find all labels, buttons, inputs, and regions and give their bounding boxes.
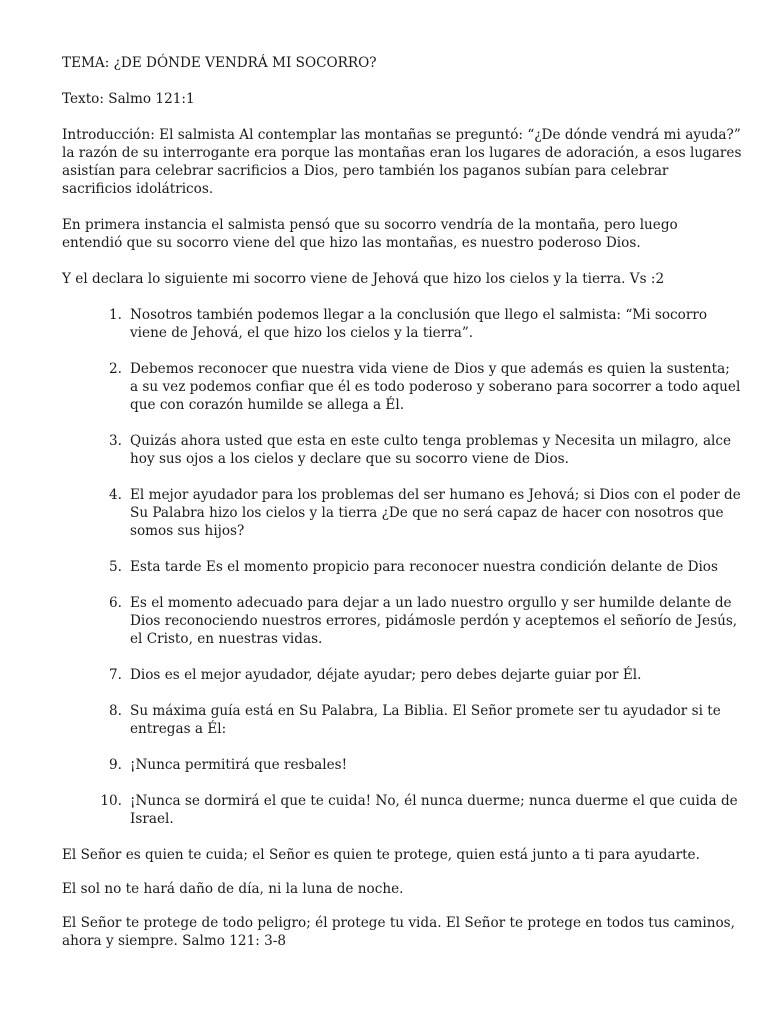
list-item-number: 4. xyxy=(109,487,122,503)
document-page xyxy=(62,54,742,968)
list-item-number: 3. xyxy=(109,433,122,449)
scripture-reference: Texto: Salmo 121:1 xyxy=(62,91,195,107)
list-item xyxy=(62,432,742,468)
third-paragraph: Y el declara lo siguiente mi socorro viene de Jehová que hizo los cielos y la tierra. Vs :2 xyxy=(62,271,665,287)
list-item-text: Dios es el mejor ayudador, déjate ayudar; pero debes dejarte guiar por Él. xyxy=(130,667,642,683)
list-item-number: 2. xyxy=(109,361,122,377)
list-item-text: Esta tarde Es el momento propicio para reconocer nuestra condición delante de Dios xyxy=(130,559,718,575)
second-paragraph: En primera instancia el salmista pensó que su socorro vendría de la montaña, pero luego entendió que su socorro viene del que hizo las montañas, es nuestro poderoso Dios. xyxy=(62,217,678,251)
list-item-text: Quizás ahora usted que esta en este culto tenga problemas y Necesita un milagro, alce hoy sus ojos a los cielos y declare que su socorro viene de Dios. xyxy=(130,433,732,467)
introduction-paragraph: Introducción: El salmista Al contemplar las montañas se preguntó: “¿De dónde vendrá mi ayuda?” la razón de su interrogante era porque las montañas eran los lugares de adoración, a esos lugares asistían para celebrar sacrificios a Dios, pero también los paganos subían para celebrar sacrificios idolátricos. xyxy=(62,127,742,197)
list-item xyxy=(62,702,742,738)
list-item-number: 7. xyxy=(109,667,122,683)
list-item-text: Debemos reconocer que nuestra vida viene de Dios y que además es quien la sustenta; a su vez podemos confiar que él es todo poderoso y soberano para socorrer a todo aquel que con corazón humilde se allega a Él. xyxy=(130,361,741,413)
list-item-number: 5. xyxy=(109,559,122,575)
list-item xyxy=(62,306,742,342)
list-item-text: El mejor ayudador para los problemas del ser humano es Jehová; si Dios con el poder de Su Palabra hizo los cielos y la tierra ¿De que no será capaz de hacer con nosotros que somos sus hijos? xyxy=(130,487,741,539)
list-item-number: 1. xyxy=(109,307,122,323)
list-item xyxy=(62,756,742,774)
list-item-text: Es el momento adecuado para dejar a un lado nuestro orgullo y ser humilde delante de Dios reconociendo nuestros errores, pidámosle perdón y aceptemos el señorío de Jesús, el Cristo, en nuestras vidas. xyxy=(130,595,738,647)
list-item-number: 8. xyxy=(109,703,122,719)
list-item xyxy=(62,558,742,576)
list-item-text: ¡Nunca se dormirá el que te cuida! No, él nunca duerme; nunca duerme el que cuida de Israel. xyxy=(130,793,738,827)
list-item-text: ¡Nunca permitirá que resbales! xyxy=(130,757,348,773)
list-item-text: Nosotros también podemos llegar a la conclusión que llego el salmista: “Mi socorro viene de Jehová, el que hizo los cielos y la tierra”. xyxy=(130,307,707,341)
list-item xyxy=(62,792,742,828)
list-item xyxy=(62,360,742,414)
closing-paragraph-1: El Señor es quien te cuida; el Señor es quien te protege, quien está junto a ti para ayudarte. xyxy=(62,847,700,863)
list-item-text: Su máxima guía está en Su Palabra, La Biblia. El Señor promete ser tu ayudador si te entregas a Él: xyxy=(130,703,721,737)
list-item-number: 9. xyxy=(109,757,122,773)
closing-paragraph-3: El Señor te protege de todo peligro; él protege tu vida. El Señor te protege en todos tus caminos, ahora y siempre. Salmo 121: 3-8 xyxy=(62,915,735,949)
list-item xyxy=(62,594,742,648)
list-item xyxy=(62,666,742,684)
list-item-number: 10. xyxy=(100,793,122,809)
list-item-number: 6. xyxy=(109,595,122,611)
numbered-points-list xyxy=(62,306,742,828)
list-item xyxy=(62,486,742,540)
sermon-title: TEMA: ¿DE DÓNDE VENDRÁ MI SOCORRO? xyxy=(62,55,377,71)
closing-paragraph-2: El sol no te hará daño de día, ni la luna de noche. xyxy=(62,881,404,897)
